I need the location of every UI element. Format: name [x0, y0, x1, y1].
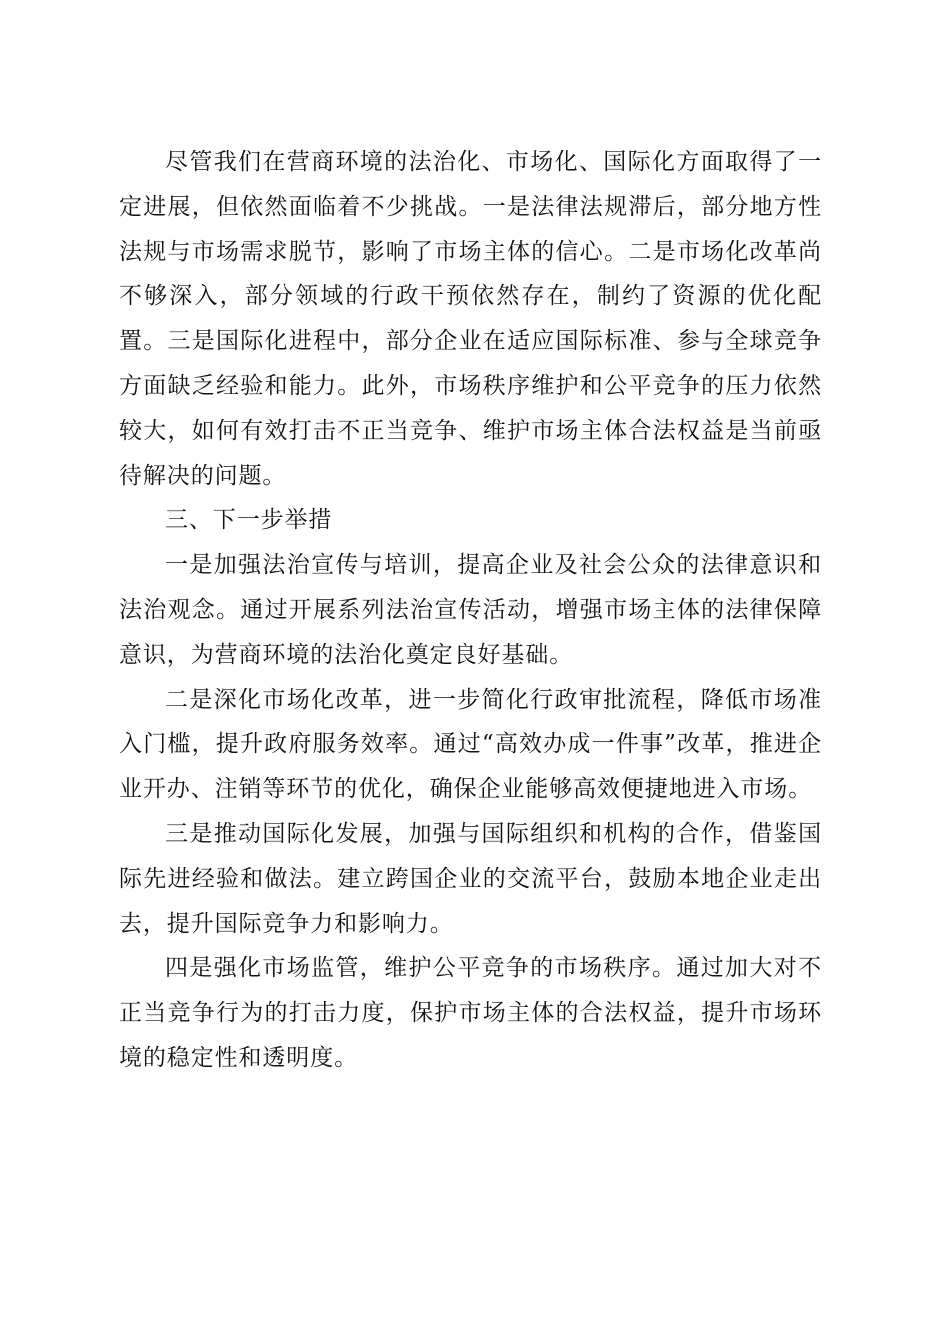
section-heading-next-steps: 三、下一步举措 — [165, 507, 333, 534]
challenges-paragraph: 尽管我们在营商环境的法治化、市场化、国际化方面取得了一定进展，但依然面临着不少挑战。一是法律法规滞后，部分地方性法规与市场需求脱节，影响了市场主体的信心。二是市场化改革尚不够深入，部分领域的行政干预依然存在，制约了资源的优化配置。三是国际化进程中，部分企业在适应国际标准、参与全球竞争方面缺乏经验和能力。此外，市场秩序维护和公平竞争的压力依然较大，如何有效打击不正当竞争、维护市场主体合法权益是当前亟待解决的问题。 — [119, 149, 822, 489]
measure-paragraph-2: 二是深化市场化改革，进一步简化行政审批流程，降低市场准入门槛，提升政府服务效率。通过“高效办成一件事”改革，推进企业开办、注销等环节的优化，确保企业能够高效便捷地进入市场。 — [119, 686, 822, 803]
measure-paragraph-3: 三是推动国际化发展，加强与国际组织和机构的合作，借鉴国际先进经验和做法。建立跨国企业的交流平台，鼓励本地企业走出去，提升国际竞争力和影响力。 — [119, 820, 822, 937]
measure-paragraph-4: 四是强化市场监管，维护公平竞争的市场秩序。通过加大对不正当竞争行为的打击力度，保护市场主体的合法权益，提升市场环境的稳定性和透明度。 — [119, 955, 822, 1071]
measure-paragraph-1: 一是加强法治宣传与培训，提高企业及社会公众的法律意识和法治观念。通过开展系列法治宣传活动，增强市场主体的法律保障意识，为营商环境的法治化奠定良好基础。 — [119, 552, 822, 668]
